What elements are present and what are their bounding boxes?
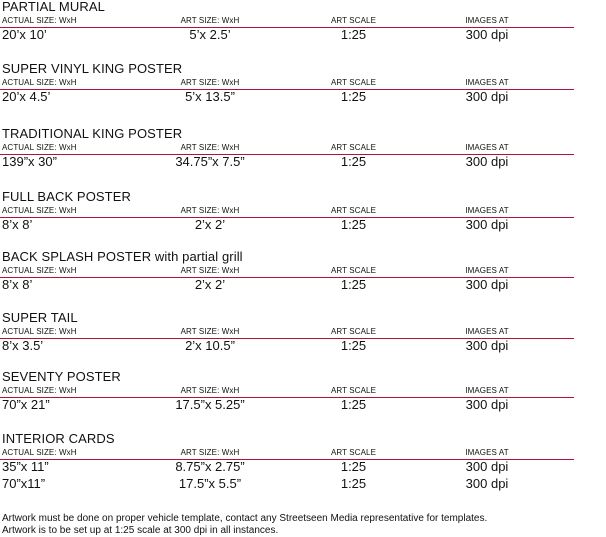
art-scale-value: 1:25 (340, 217, 367, 232)
header-art-scale: ART SCALE (330, 143, 377, 152)
header-actual-size: ACTUAL SIZE: WxH (2, 327, 77, 336)
actual-size-value: 70”x11” (2, 476, 46, 491)
images-dpi-value: 300 dpi (465, 338, 509, 353)
art-size-value: 34.75”x 7.5” (175, 154, 245, 169)
art-scale-value: 1:25 (340, 154, 367, 169)
images-dpi-value: 300 dpi (465, 27, 509, 42)
actual-size-value: 35”x 11” (2, 459, 49, 474)
header-art-size: ART SIZE: WxH (180, 327, 240, 336)
header-actual-size: ACTUAL SIZE: WxH (2, 266, 77, 275)
header-images-at: IMAGES AT (465, 327, 509, 336)
actual-size-value: 20’x 10’ (2, 27, 47, 42)
actual-size-value: 20’x 4.5’ (2, 89, 51, 104)
actual-size-value: 139”x 30” (2, 154, 57, 169)
header-actual-size: ACTUAL SIZE: WxH (2, 78, 77, 87)
header-art-size: ART SIZE: WxH (180, 143, 240, 152)
header-images-at: IMAGES AT (465, 448, 509, 457)
art-scale-value: 1:25 (340, 397, 367, 412)
art-size-value: 2’x 10.5” (185, 338, 235, 353)
art-size-value: 17.5”x 5.5” (178, 476, 242, 491)
header-images-at: IMAGES AT (465, 78, 509, 87)
art-size-value: 5’x 2.5’ (189, 27, 231, 42)
art-size-value: 17.5”x 5.25” (175, 397, 245, 412)
header-art-size: ART SIZE: WxH (180, 206, 240, 215)
header-actual-size: ACTUAL SIZE: WxH (2, 16, 77, 25)
art-scale-value: 1:25 (340, 476, 367, 491)
header-actual-size: ACTUAL SIZE: WxH (2, 386, 77, 395)
actual-size-value: 8’x 8’ (2, 277, 33, 292)
header-images-at: IMAGES AT (465, 386, 509, 395)
footnote (2, 513, 487, 537)
header-art-size: ART SIZE: WxH (180, 386, 240, 395)
header-art-scale: ART SCALE (330, 327, 377, 336)
art-scale-value: 1:25 (340, 27, 367, 42)
art-scale-value: 1:25 (340, 338, 367, 353)
header-art-scale: ART SCALE (330, 386, 377, 395)
art-size-value: 2’x 2’ (194, 277, 226, 292)
header-art-size: ART SIZE: WxH (180, 16, 240, 25)
header-art-scale: ART SCALE (330, 78, 377, 87)
art-size-value: 5’x 13.5” (185, 89, 235, 104)
art-scale-value: 1:25 (340, 459, 367, 474)
header-actual-size: ACTUAL SIZE: WxH (2, 143, 77, 152)
header-images-at: IMAGES AT (465, 266, 509, 275)
images-dpi-value: 300 dpi (465, 89, 509, 104)
images-dpi-value: 300 dpi (465, 217, 509, 232)
header-art-size: ART SIZE: WxH (180, 78, 240, 87)
section-title: BACK SPLASH POSTER with partial grill (2, 249, 243, 264)
images-dpi-value: 300 dpi (465, 476, 509, 491)
section-title: INTERIOR CARDS (2, 431, 115, 446)
section-title: SUPER VINYL KING POSTER (2, 61, 183, 76)
art-scale-value: 1:25 (340, 277, 367, 292)
section-title: SEVENTY POSTER (2, 369, 121, 384)
actual-size-value: 70”x 21” (2, 397, 50, 412)
section-title: TRADITIONAL KING POSTER (2, 126, 183, 141)
header-art-scale: ART SCALE (330, 206, 377, 215)
images-dpi-value: 300 dpi (465, 459, 509, 474)
section-title: PARTIAL MURAL (2, 0, 105, 14)
header-art-size: ART SIZE: WxH (180, 448, 240, 457)
section-title: FULL BACK POSTER (2, 189, 131, 204)
actual-size-value: 8’x 8’ (2, 217, 33, 232)
header-art-scale: ART SCALE (330, 16, 377, 25)
header-images-at: IMAGES AT (465, 16, 509, 25)
header-art-scale: ART SCALE (330, 266, 377, 275)
art-size-value: 8.75”x 2.75” (175, 459, 245, 474)
header-actual-size: ACTUAL SIZE: WxH (2, 448, 77, 457)
art-size-value: 2’x 2’ (194, 217, 226, 232)
art-scale-value: 1:25 (340, 89, 367, 104)
header-images-at: IMAGES AT (465, 206, 509, 215)
images-dpi-value: 300 dpi (465, 277, 509, 292)
actual-size-value: 8’x 3.5’ (2, 338, 44, 353)
images-dpi-value: 300 dpi (465, 154, 509, 169)
header-art-scale: ART SCALE (330, 448, 377, 457)
header-art-size: ART SIZE: WxH (180, 266, 240, 275)
section-title: SUPER TAIL (2, 310, 78, 325)
footnote-line-2: Artwork is to be set up at 1:25 scale at 300 dpi in all instances. (2, 525, 279, 536)
images-dpi-value: 300 dpi (465, 397, 509, 412)
footnote-line-1: Artwork must be done on proper vehicle template, contact any Streetseen Media representative for templates. (2, 513, 488, 524)
header-actual-size: ACTUAL SIZE: WxH (2, 206, 77, 215)
header-images-at: IMAGES AT (465, 143, 509, 152)
